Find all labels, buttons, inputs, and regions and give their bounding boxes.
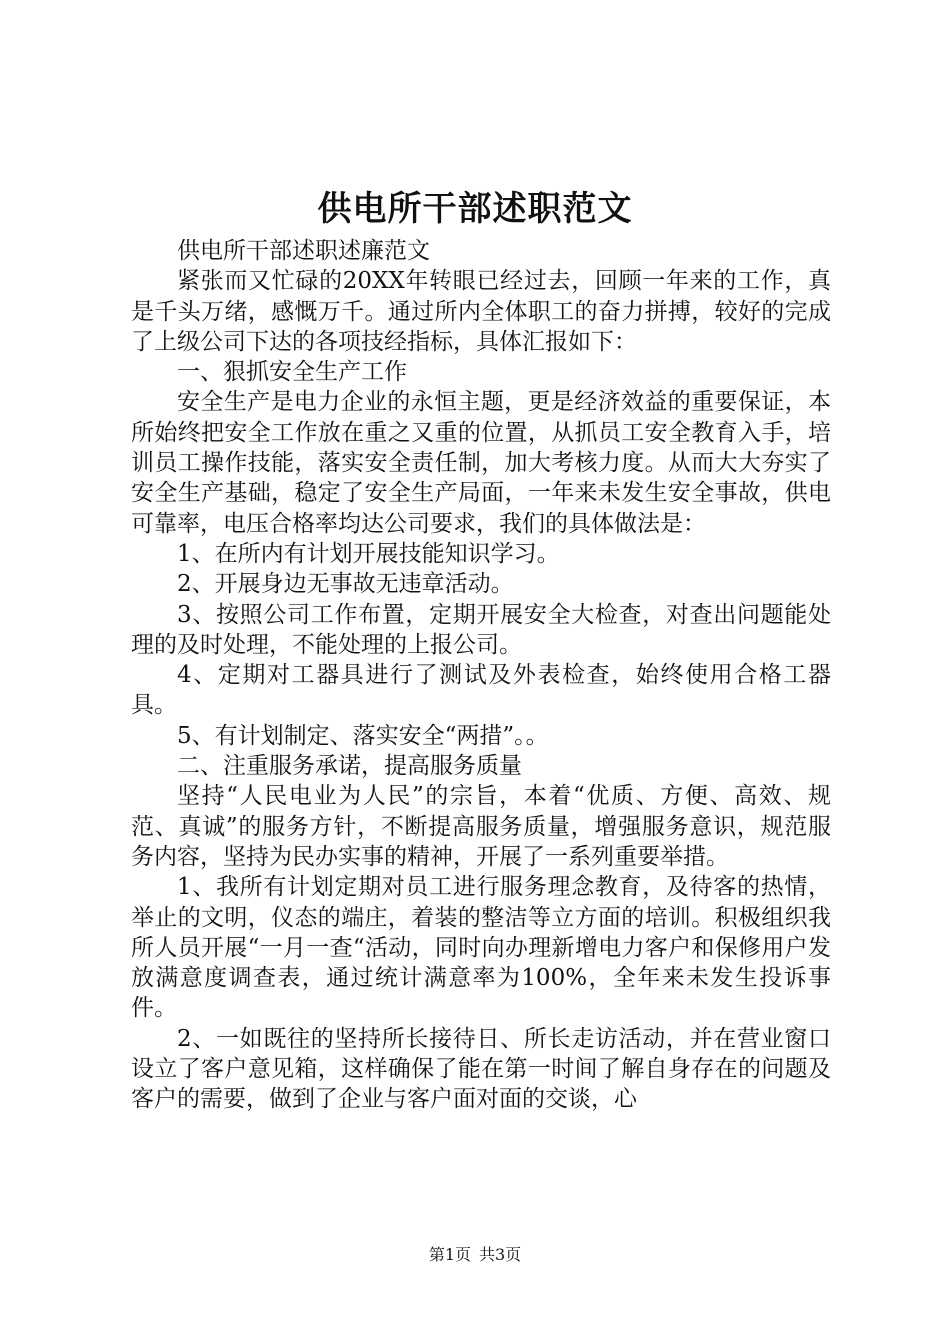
page-number: 第1页 <box>428 1245 471 1264</box>
document-title: 供电所干部述职范文 <box>317 189 633 229</box>
safety-paragraph: 安全生产是电力企业的永恒主题，更是经济效益的重要保证，本所始终把安全工作放在重之又重的位置，从抓员工安全教育入手，培训员工操作技能，落实安全责任制，加大考核力度。从而大大夯实了安全生产基础，稳定了安全生产局面，一年来未发生安全事故，供电可靠率，电压合格率均达公司要求，我们的具体做法是： <box>131 389 831 537</box>
subtitle-paragraph: 供电所干部述职述廉范文 <box>177 238 430 264</box>
list-item: 2、一如既往的坚持所长接待日、所长走访活动，并在营业窗口设立了客户意见箱，这样确保了能在第一时间了解自身存在的问题及客户的需要，做到了企业与客户面对面的交谈，心 <box>131 1025 831 1113</box>
list-item: 1、在所内有计划开展技能知识学习。 <box>177 540 560 567</box>
list-item: 2、开展身边无事故无违章活动。 <box>177 571 514 598</box>
page-footer <box>0 1244 950 1266</box>
list-item: 5、有计划制定、落实安全“两措”。。 <box>177 722 549 749</box>
list-item: 3、按照公司工作布置，定期开展安全大检查，对查出问题能处理的及时处理，不能处理的上报公司。 <box>131 601 831 658</box>
page-total: 共3页 <box>479 1245 522 1264</box>
document-body <box>131 236 831 1115</box>
section-heading-safety: 一、狠抓安全生产工作 <box>177 359 407 386</box>
list-item: 1、我所有计划定期对员工进行服务理念教育，及待客的热情，举止的文明，仪态的端庄，着装的整洁等立方面的培训。积极组织我所人员开展“一月一查“活动，同时向办理新增电力客户和保修用户发放满意度调查表，通过统计满意率为100%，全年来未发生投诉事件。 <box>131 874 831 1022</box>
service-paragraph: 坚持“人民电业为人民”的宗旨，本着“优质、方便、高效、规范、真诚”的服务方针，不断提高服务质量，增强服务意识，规范服务内容，坚持为民办实事的精神，开展了一系列重要举措。 <box>131 783 831 870</box>
list-item: 4、定期对工器具进行了测试及外表检查，始终使用合格工器具。 <box>131 662 831 719</box>
section-heading-service: 二、注重服务承诺，提高服务质量 <box>177 753 522 780</box>
intro-paragraph: 紧张而又忙碌的20XX年转眼已经过去，回顾一年来的工作，真是千头万绪，感慨万千。通过所内全体职工的奋力拼搏，较好的完成了上级公司下达的各项技经指标，具体汇报如下： <box>131 268 831 355</box>
